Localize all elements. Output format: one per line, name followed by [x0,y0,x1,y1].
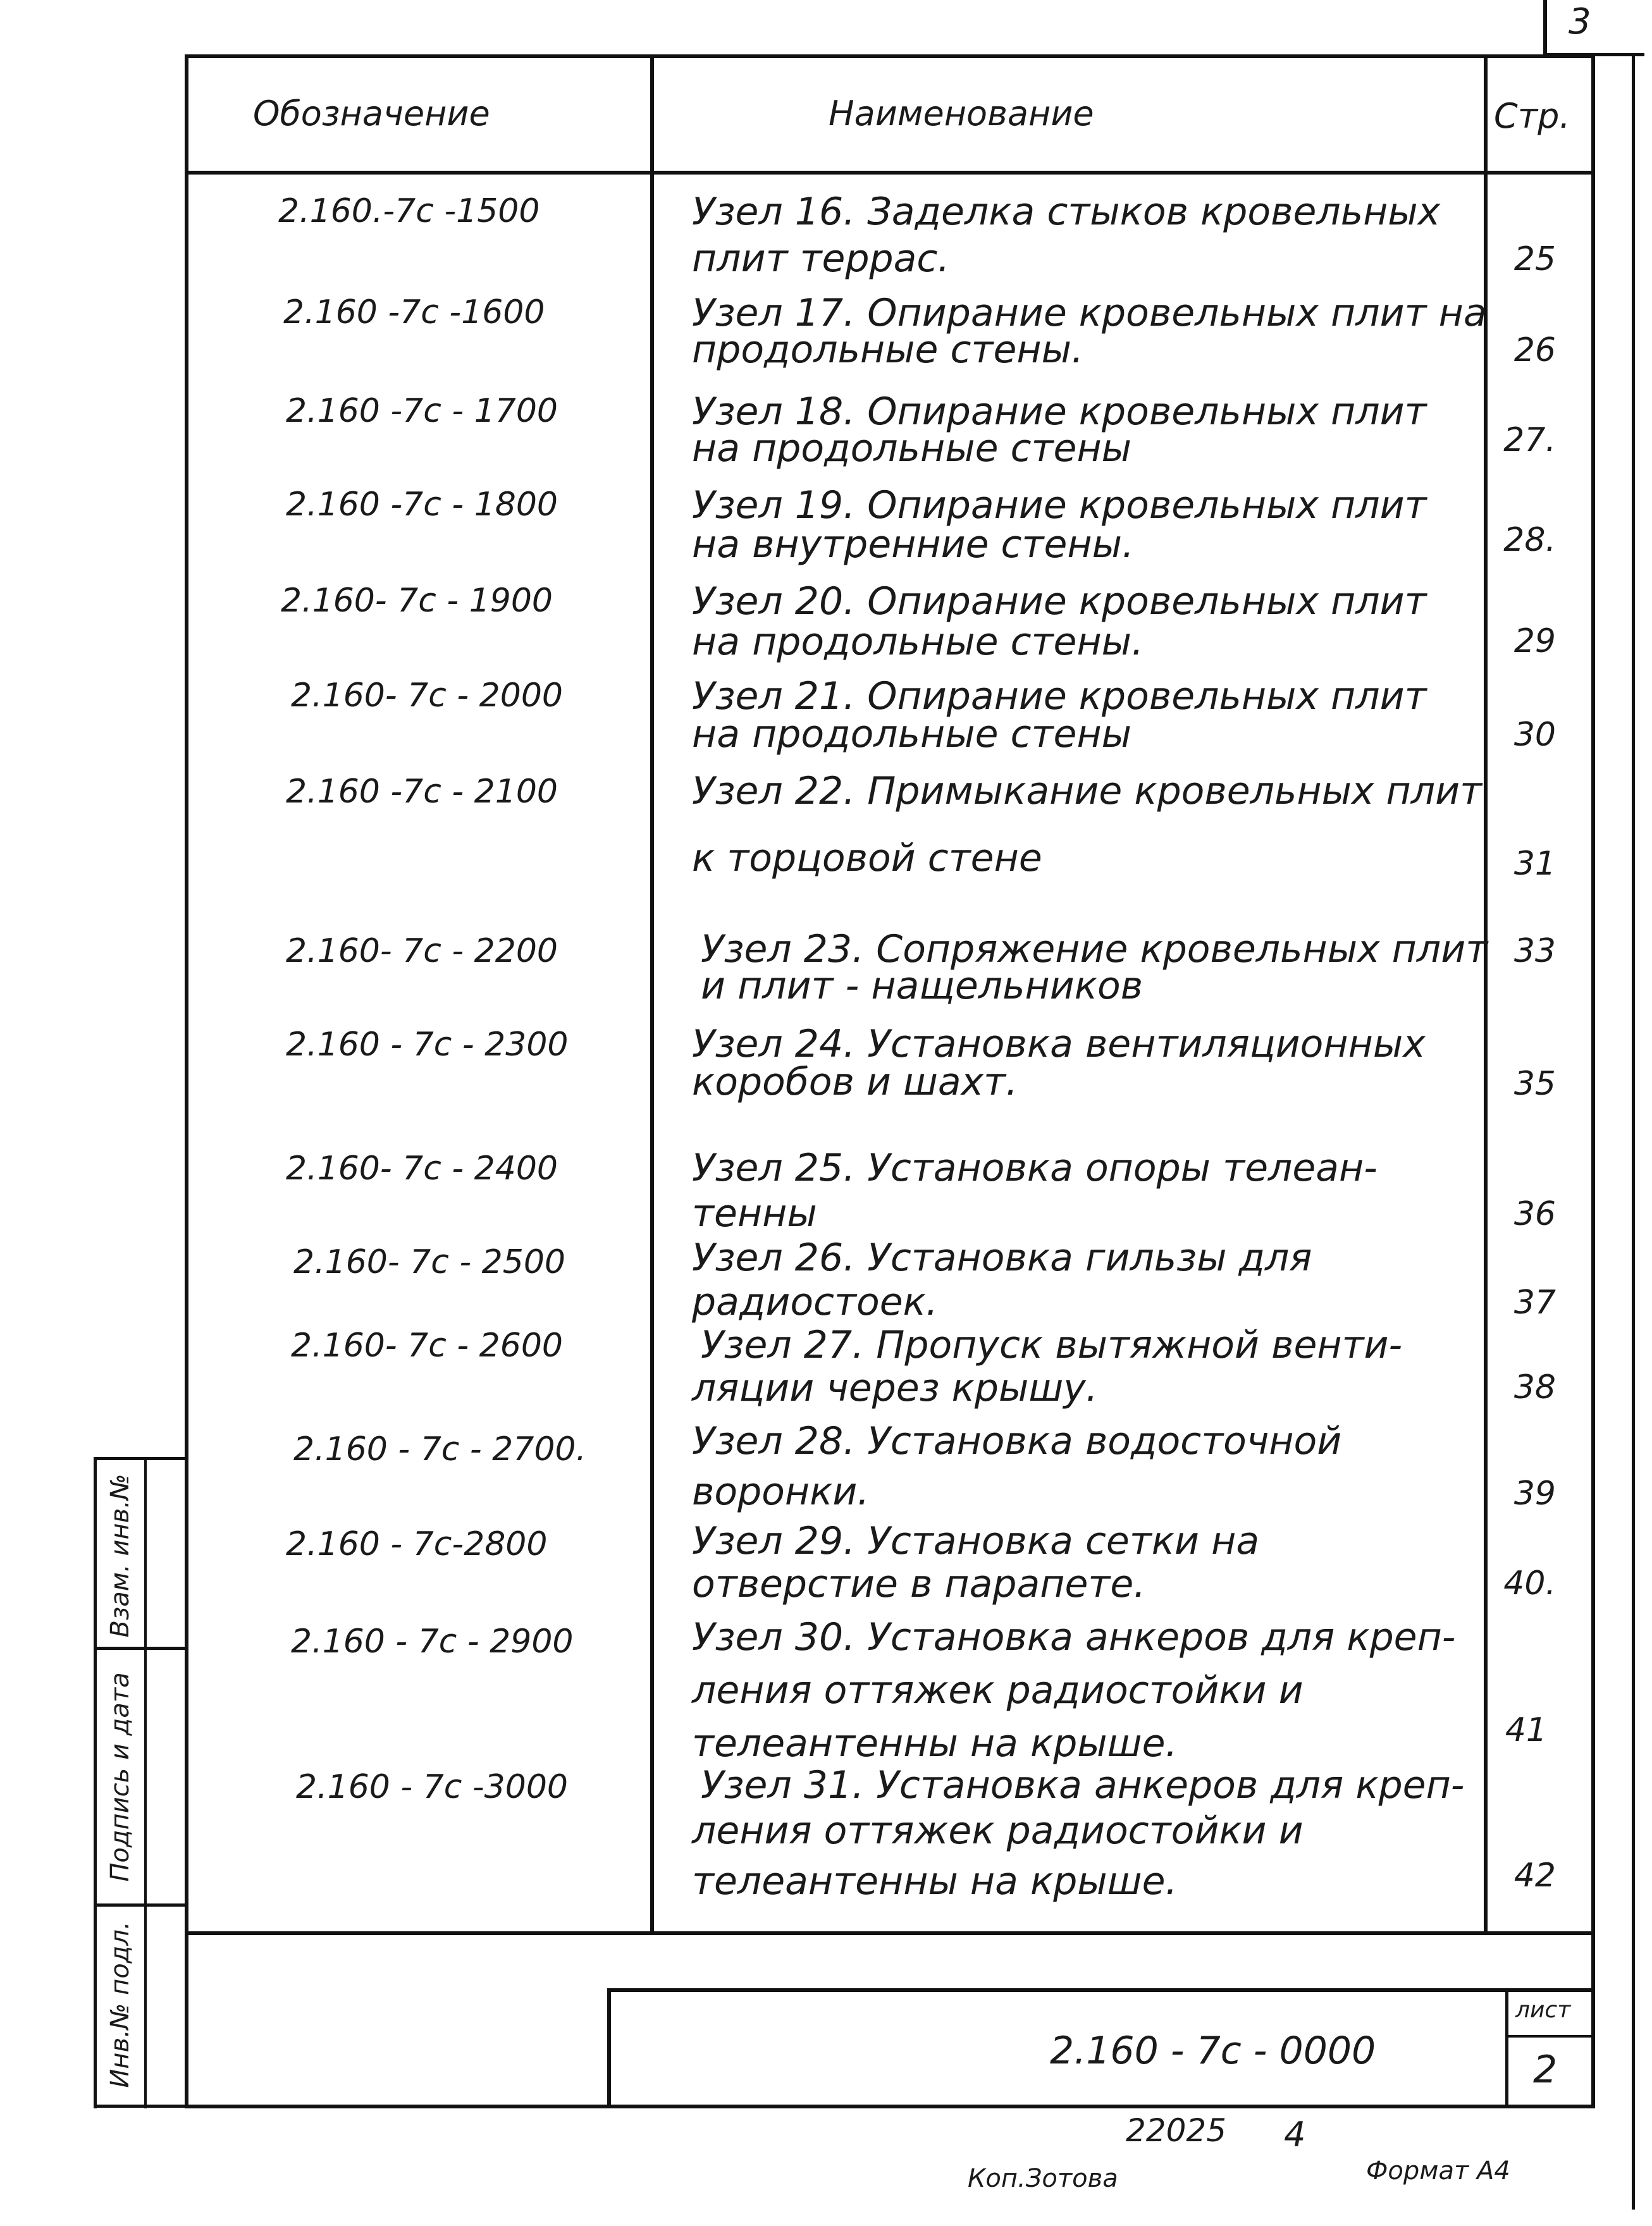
row-name-line: Узел 26. Установка гильзы для [692,1236,1312,1280]
row-page: 26 [1513,331,1556,369]
row-code: 2.160- 7с - 2400 [286,1150,558,1188]
row-name-line: воронки. [692,1470,870,1514]
row-name-line: ляции через крышу. [692,1366,1098,1410]
row-code: 2.160 - 7с-2800 [286,1525,548,1563]
row-name-line: Узел 22. Примыкание кровельных плит [692,769,1482,813]
row-page: 35 [1513,1065,1556,1103]
row-code: 2.160- 7с - 2600 [291,1327,563,1365]
archive-number: 22025 [1126,2112,1227,2149]
row-page: 28. [1503,521,1556,559]
row-name-line: радиостоек. [692,1280,938,1324]
row-name-line: телеантенны на крыше. [692,1859,1178,1903]
row-page: 39 [1513,1475,1556,1513]
row-code: 2.160- 7с - 2500 [293,1243,565,1281]
sheet-number: 2 [1533,2048,1558,2092]
side-stamp-signature-date: Подпись и дата [106,1672,135,1882]
row-name-line: Узел 19. Опирание кровельных плит [692,483,1427,527]
side-stamp-original-inv: Инв.№ подл. [106,1921,135,2088]
row-code: 2.160- 7с - 2200 [286,932,558,970]
row-name-line: телеантенны на крыше. [692,1721,1178,1766]
row-name-line: ления оттяжек радиостойки и [692,1809,1304,1853]
archive-suffix: 4 [1284,2115,1306,2155]
row-name-line: Узел 16. Заделка стыков кровельных [692,190,1441,234]
row-page: 31 [1513,845,1556,883]
row-name-line: на продольные стены. [692,620,1144,664]
row-name-line: Узел 29. Установка сетки на [692,1519,1260,1563]
header-designation: Обозначение [253,94,490,133]
row-name-line: Узел 20. Опирание кровельных плит [692,579,1427,624]
row-code: 2.160 - 7с - 2700. [293,1430,587,1468]
row-page: 27. [1503,421,1556,459]
row-code: 2.160 - 7с - 2900 [291,1623,574,1661]
row-page: 30 [1513,716,1556,754]
row-code: 2.160.-7с -1500 [278,192,540,230]
row-name-line: ления оттяжек радиостойки и [692,1668,1304,1713]
row-page: 38 [1513,1368,1556,1406]
row-page: 36 [1513,1195,1556,1233]
row-name-line: Узел 31. Установка анкеров для креп- [701,1763,1465,1807]
row-name-line: Узел 23. Сопряжение кровельных плит [701,927,1488,971]
row-code: 2.160- 7с - 2000 [291,677,563,715]
row-name-line: и плит - нащельников [701,964,1143,1008]
document-code: 2.160 - 7с - 0000 [1050,2029,1376,2073]
row-name-line: к торцовой стене [692,836,1042,880]
row-name-line: тенны [692,1191,817,1236]
row-name-line: Узел 30. Установка анкеров для креп- [692,1615,1456,1659]
row-code: 2.160- 7с - 1900 [281,582,553,620]
side-stamp-replacement-inv: Взам. инв.№ [106,1473,135,1638]
row-code: 2.160 - 7с -3000 [296,1768,568,1806]
row-name-line: Узел 17. Опирание кровельных плит на [692,291,1487,335]
row-code: 2.160 -7с - 1800 [286,486,558,524]
row-name-line: Узел 27. Пропуск вытяжной венти- [701,1323,1403,1367]
row-name-line: Узел 28. Установка водосточной [692,1419,1342,1463]
sheet-label: лист [1515,1997,1571,2023]
row-page: 29 [1513,622,1556,660]
row-page: 41 [1505,1711,1547,1749]
header-page: Стр. [1494,96,1570,136]
row-code: 2.160 -7с -1600 [283,293,545,331]
row-page: 33 [1513,932,1556,970]
row-name-line: продольные стены. [692,328,1084,372]
row-code: 2.160 -7с - 2100 [286,773,558,811]
row-name-line: на продольные стены [692,712,1132,756]
row-name-line: Узел 24. Установка вентиляционных [692,1022,1426,1066]
sheet-corner-number: 3 [1569,1,1591,42]
row-name-line: отверстие в парапете. [692,1562,1146,1606]
row-page: 40. [1503,1565,1556,1602]
row-page: 37 [1513,1284,1556,1322]
row-name-line: Узел 25. Установка опоры телеан- [692,1146,1378,1190]
paper-format: Формат А4 [1366,2156,1510,2186]
row-page: 25 [1513,240,1556,278]
header-name: Наименование [829,94,1094,133]
row-name-line: плит террас. [692,237,950,281]
row-name-line: на продольные стены [692,426,1132,470]
row-code: 2.160 -7с - 1700 [286,392,558,430]
row-name-line: на внутренние стены. [692,522,1135,567]
copied-by: Коп.Зотова [968,2164,1118,2193]
row-code: 2.160 - 7с - 2300 [286,1026,569,1064]
row-name-line: Узел 18. Опирание кровельных плит [692,390,1427,434]
row-name-line: коробов и шахт. [692,1060,1018,1104]
row-page: 42 [1513,1857,1556,1895]
row-name-line: Узел 21. Опирание кровельных плит [692,674,1427,718]
